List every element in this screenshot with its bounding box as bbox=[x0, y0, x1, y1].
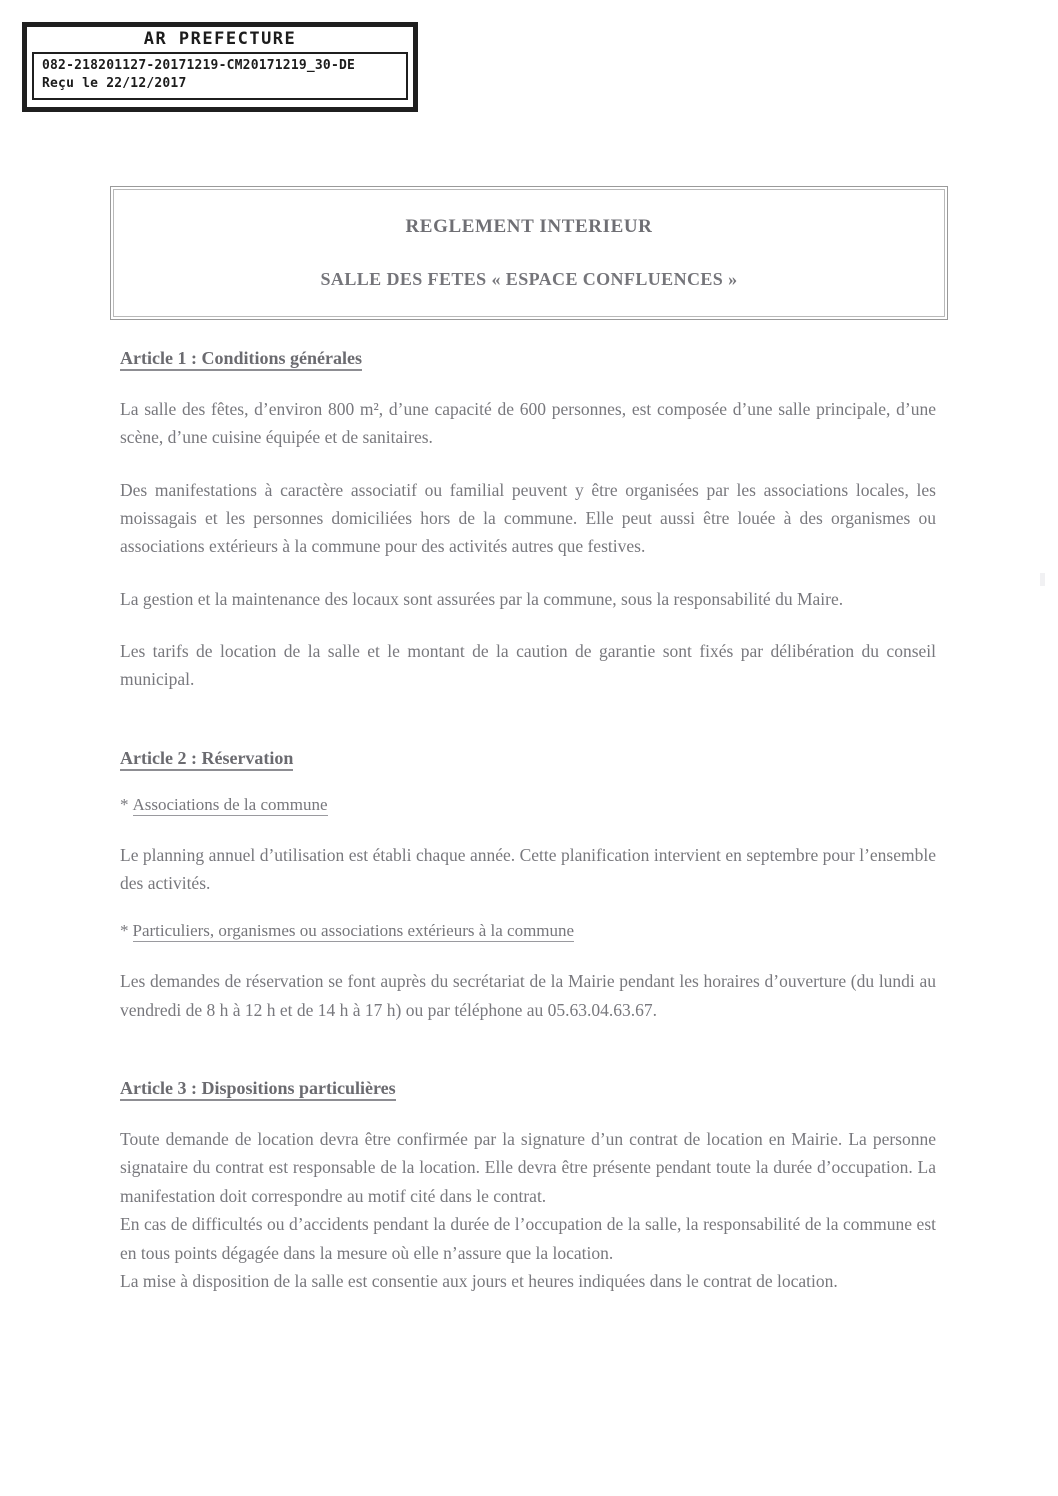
article-3-paragraph-3: La mise à disposition de la salle est consentie aux jours et heures indiquées dans le contrat de location. bbox=[120, 1270, 838, 1291]
article-1-paragraph-1: La salle des fêtes, d’environ 800 m², d’une capacité de 600 personnes, est composée d’une salle principale, d’une scène, d’une cuisine équipée et de sanitaires. bbox=[120, 399, 936, 448]
article-3-heading-text: Article 3 : Dispositions particulières bbox=[120, 1078, 396, 1101]
document-body bbox=[120, 348, 936, 1295]
document-title: REGLEMENT INTERIEUR bbox=[405, 216, 653, 237]
article-1-paragraph-2: Des manifestations à caractère associatif ou familial peuvent y être organisées par les associations locales, les moissagais et les personnes domiciliées hors de la commune. Elle peut aussi être louée à des organismes ou associations extérieurs à la commune pour des activités autres que festives. bbox=[120, 479, 936, 557]
stamp-title: AR PREFECTURE bbox=[143, 29, 297, 49]
scan-artifact bbox=[1040, 573, 1045, 586]
article-2-subheading-associations bbox=[120, 795, 936, 815]
article-1-heading bbox=[120, 348, 936, 369]
asterisk-icon: * bbox=[120, 921, 129, 941]
stamp-identifier: 082-218201127-20171219-CM20171219_30-DE bbox=[42, 57, 356, 73]
ar-prefecture-stamp bbox=[22, 22, 418, 112]
article-2-subheading-associations-text: Associations de la commune bbox=[132, 794, 328, 814]
article-2-associations-paragraph: Le planning annuel d’utilisation est établi chaque année. Cette planification intervient en septembre pour l’ensemble des activités. bbox=[120, 844, 936, 894]
article-3-heading bbox=[120, 1078, 936, 1099]
article-3-paragraph-1: Toute demande de location devra être confirmée par la signature d’un contrat de location en Mairie. La personne signataire du contrat est responsable de la location. Elle devra être présente pendant toute la durée d’occupation. La manifestation doit correspondre au motif cité dans le contrat. bbox=[120, 1129, 936, 1206]
article-1-paragraph-4: Les tarifs de location de la salle et le montant de la caution de garantie sont fixés par délibération du conseil municipal. bbox=[120, 641, 936, 690]
stamp-body bbox=[32, 52, 408, 101]
article-2-subheading-particuliers-text: Particuliers, organismes ou associations extérieurs à la commune bbox=[132, 921, 575, 941]
article-2-heading bbox=[120, 748, 936, 769]
stamp-received-date: Reçu le 22/12/2017 bbox=[42, 76, 187, 92]
title-box-inner bbox=[113, 189, 945, 317]
section-spacer bbox=[120, 718, 936, 748]
article-1-paragraph-3: La gestion et la maintenance des locaux sont assurées par la commune, sous la responsabilité du Maire. bbox=[120, 588, 844, 609]
section-spacer bbox=[120, 1048, 936, 1078]
article-2-particuliers-paragraph: Les demandes de réservation se font auprès du secrétariat de la Mairie pendant les horaires d’ouverture (du lundi au vendredi de 8 h à 12 h et de 14 h à 17 h) ou par téléphone au 05.63.04.63.67. bbox=[120, 971, 936, 1020]
document-subtitle: SALLE DES FETES « ESPACE CONFLUENCES » bbox=[320, 268, 738, 289]
article-3-paragraph-2: En cas de difficultés ou d’accidents pendant la durée de l’occupation de la salle, la responsabilité de la commune est en tous points dégagée dans la mesure où elle n’assure que la location. bbox=[120, 1214, 936, 1263]
document-title-box bbox=[110, 186, 948, 320]
article-1-heading-text: Article 1 : Conditions générales bbox=[120, 348, 362, 371]
article-2-subheading-particuliers bbox=[120, 921, 936, 941]
article-2-heading-text: Article 2 : Réservation bbox=[120, 748, 293, 771]
asterisk-icon: * bbox=[120, 794, 129, 814]
